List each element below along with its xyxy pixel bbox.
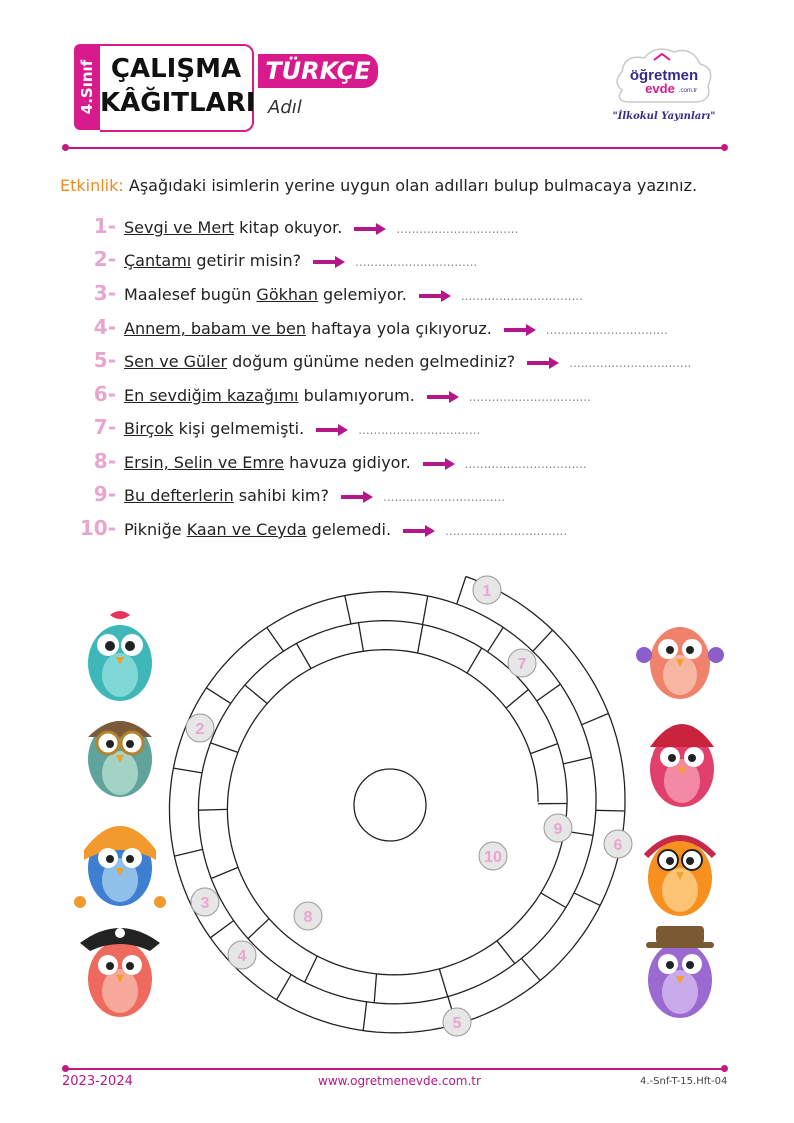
cell-divider [359, 623, 364, 652]
question-number: 6- [93, 382, 116, 406]
question-number: 3- [93, 281, 116, 305]
grade-tab [74, 44, 100, 130]
underlined-noun: Gökhan [256, 285, 318, 304]
owl-column-right [630, 615, 730, 1025]
question-item: 10- Pikniğe Kaan ve Ceyda gelemedi. ................................ [60, 516, 567, 540]
underlined-noun: Kaan ve Ceyda [186, 520, 307, 539]
answer-blank[interactable]: ................................ [358, 422, 481, 437]
underlined-noun: En sevdiğim kazağımı [124, 386, 299, 405]
topic-label: Adıl [268, 97, 302, 118]
cell-divider [277, 975, 292, 1000]
cell-divider [574, 893, 600, 906]
cell-divider [418, 625, 423, 654]
question-item: 6- En sevdiğim kazağımı bulamıyorum. ................................ [60, 382, 591, 406]
clue-number-badge [191, 888, 219, 916]
grade-label: 4.Sınıf [78, 59, 96, 115]
activity-text: Aşağıdaki isimlerin yerine uygun olan adılları bulup bulmacaya yazınız. [128, 176, 698, 195]
cell-divider [363, 1002, 366, 1031]
question-number: 7- [93, 415, 116, 439]
logo-tagline: "İlkokul Yayınları" [612, 111, 716, 122]
question-item: 4- Annem, babam ve ben haftaya yola çıkıyoruz. ................................ [60, 315, 668, 339]
answer-blank[interactable]: ................................ [468, 389, 591, 404]
question-number: 1- [93, 214, 116, 238]
underlined-noun: Birçok [124, 419, 174, 438]
arrow-right-icon [354, 223, 386, 235]
cell-divider [582, 714, 609, 725]
cell-divider [211, 743, 238, 753]
cell-divider [497, 941, 515, 964]
publisher-logo [608, 42, 718, 128]
spiral-puzzle [150, 560, 650, 1060]
title-box [100, 44, 254, 132]
clue-number-badge [508, 649, 536, 677]
cell-divider [206, 688, 231, 704]
cell-divider [423, 596, 428, 625]
cell-divider [533, 630, 553, 651]
clue-number-badge [479, 842, 507, 870]
cell-divider [467, 648, 482, 673]
cell-divider [245, 685, 267, 704]
answer-blank[interactable]: ................................ [464, 456, 587, 471]
footer-divider [68, 1068, 722, 1070]
clue-number: 10 [484, 849, 502, 866]
cell-divider [531, 744, 558, 754]
question-number: 9- [93, 482, 116, 506]
underlined-noun: Çantamı [124, 251, 192, 270]
question-number: 4- [93, 315, 116, 339]
answer-blank[interactable]: ................................ [396, 221, 519, 236]
question-number: 2- [93, 247, 116, 271]
logo-line2: evde [645, 81, 675, 96]
arrow-right-icon [427, 391, 459, 403]
clue-number-badge [544, 814, 572, 842]
divider-dot [721, 1065, 728, 1072]
cell-divider [211, 867, 238, 878]
cell-divider [345, 596, 351, 624]
arrow-right-icon [316, 424, 348, 436]
owl-column-left [72, 605, 168, 1025]
underlined-noun: Annem, babam ve ben [124, 319, 306, 338]
clue-number: 6 [613, 837, 623, 854]
clue-number: 2 [195, 721, 205, 738]
owl-pirate-icon [80, 928, 160, 1017]
activity-instruction [60, 176, 697, 195]
answer-blank[interactable]: ................................ [569, 355, 692, 370]
cell-divider [297, 643, 312, 668]
cell-divider [537, 684, 561, 701]
subject-badge: TÜRKÇE [258, 54, 378, 88]
clue-number-badge [473, 576, 501, 604]
answer-blank[interactable]: ................................ [355, 254, 478, 269]
arrow-right-icon [504, 324, 536, 336]
cell-divider [563, 757, 591, 764]
cell-divider [174, 849, 202, 856]
clue-number: 4 [237, 948, 247, 965]
title-line-2: KÂĞITLARI [100, 88, 256, 118]
owl-headphones-icon [646, 838, 714, 916]
underlined-noun: Sevgi ve Mert [124, 218, 235, 237]
cell-divider [374, 974, 376, 1003]
answer-blank[interactable]: ................................ [445, 523, 568, 538]
question-item: 9- Bu defterlerin sahibi kim? ................................ [60, 482, 505, 506]
footer-year: 2023-2024 [62, 1074, 133, 1089]
arrow-right-icon [403, 525, 435, 537]
answer-blank[interactable]: ................................ [460, 288, 583, 303]
cell-divider [305, 956, 318, 982]
logo-line1: öğretmen [629, 67, 699, 84]
cell-divider [596, 810, 625, 811]
cell-divider [457, 577, 466, 605]
clue-number-badge [228, 941, 256, 969]
question-item: 3- Maalesef bugün Gökhan gelemiyor. ................................ [60, 281, 583, 305]
clue-number-badge [604, 830, 632, 858]
question-list [60, 214, 760, 554]
arrow-right-icon [527, 357, 559, 369]
activity-label: Etkinlik: [60, 176, 124, 195]
question-number: 8- [93, 449, 116, 473]
cell-divider [198, 809, 227, 810]
divider-dot [721, 144, 728, 151]
cell-divider [439, 969, 447, 997]
footer-code: 4.-Snf-T-15.Hft-04 [640, 1076, 728, 1087]
question-number: 10- [79, 516, 116, 540]
underlined-noun: Bu defterlerin [124, 486, 234, 505]
owl-teal-icon [88, 611, 152, 701]
cell-divider [506, 690, 528, 709]
owl-flower-icon [636, 627, 724, 699]
clue-number-badge [186, 714, 214, 742]
clue-number: 9 [553, 821, 563, 838]
cell-divider [267, 628, 284, 652]
clue-number: 1 [482, 583, 492, 600]
cell-divider [541, 893, 566, 908]
question-item: 2- Çantamı getirir misin? ................................ [60, 247, 477, 271]
question-item: 8- Ersin, Selin ve Emre havuza gidiyor. ................................ [60, 449, 587, 473]
arrow-right-icon [313, 256, 345, 268]
clue-number: 3 [200, 895, 210, 912]
owl-santa-hat-icon [639, 724, 714, 807]
owl-winter-hat-icon [74, 826, 166, 908]
clue-number: 8 [303, 909, 313, 926]
answer-blank[interactable]: ................................ [383, 489, 506, 504]
arrow-right-icon [341, 491, 373, 503]
footer-site: www.ogretmenevde.com.tr [318, 1074, 481, 1088]
arrow-right-icon [419, 290, 451, 302]
cell-divider [210, 921, 233, 938]
arrow-right-icon [423, 458, 455, 470]
spiral-center [354, 769, 426, 841]
clue-number: 7 [517, 656, 527, 673]
clue-number: 5 [452, 1015, 462, 1032]
clue-number-badge [294, 902, 322, 930]
logo-domain: .com.tr [678, 88, 698, 94]
question-item: 7- Birçok kişi gelmemişti. ................................ [60, 415, 480, 439]
owl-aviator-icon [88, 721, 152, 797]
header-divider [68, 147, 722, 149]
question-item: 5- Sen ve Güler doğum günüme neden gelmediniz? ................................ [60, 348, 691, 372]
underlined-noun: Ersin, Selin ve Emre [124, 453, 285, 472]
question-item: 1- Sevgi ve Mert kitap okuyor. ................................ [60, 214, 518, 238]
cell-divider [173, 768, 202, 773]
cell-divider [248, 919, 269, 939]
answer-blank[interactable]: ................................ [545, 322, 668, 337]
owl-purple-hat-icon [646, 926, 714, 1018]
question-number: 5- [93, 348, 116, 372]
cell-divider [521, 959, 540, 981]
cell-divider [488, 627, 504, 651]
underlined-noun: Sen ve Güler [124, 352, 228, 371]
clue-number-badge [443, 1008, 471, 1036]
title-line-1: ÇALIŞMA [110, 54, 242, 84]
